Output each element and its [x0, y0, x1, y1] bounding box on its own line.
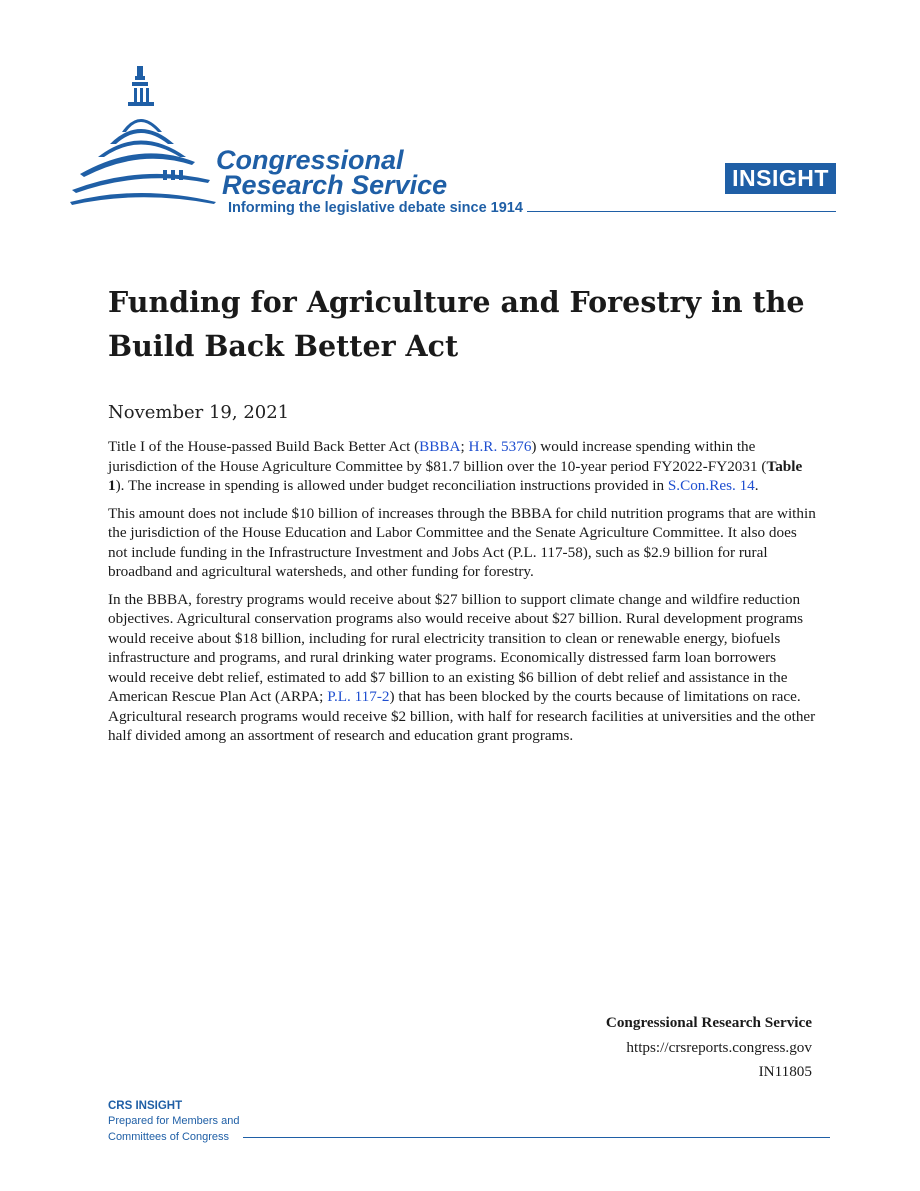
footer-rule	[243, 1137, 830, 1138]
article-body	[108, 437, 816, 754]
publication-date: November 19, 2021	[108, 402, 290, 423]
pl-117-2-link[interactable]: P.L. 117-2	[327, 688, 390, 705]
p1-text-d: ). The increase in spending is allowed under budget reconciliation instructions provided in	[115, 477, 668, 494]
logo-line-congressional: Congressional	[216, 145, 404, 175]
hr-5376-link[interactable]: H.R. 5376	[468, 438, 532, 455]
table-1-ref: Table 1	[108, 457, 803, 494]
page-title: Funding for Agriculture and Forestry in the Build Back Better Act	[108, 285, 805, 363]
logo-rule	[527, 211, 836, 212]
prepared-for-line-1: Prepared for Members and	[108, 1115, 240, 1127]
p1-text-c: ) would increase spending within the jurisdiction of the House Agriculture Committee by $81.7 billion over the 10-year period FY2022-FY2031 (	[108, 438, 767, 475]
p3-text-a: In the BBBA, forestry programs would receive about $27 billion to support climate change and wildfire reduction objectives. Agricultural conservation programs also would receive about $27 billion. Rural development programs would receive about $18 billion, including for rural electricity transition to clean or renewable energy, biofuels infrastructure and programs, and rural drinking water programs. Economically distressed farm loan borrowers would receive debt relief, estimated to add $7 billion to an existing $6 billion of debt relief and assistance in the American Rescue Plan Act (ARPA;	[108, 590, 804, 705]
footer-org: Congressional Research Service	[605, 1014, 812, 1031]
insight-badge: INSIGHT	[725, 163, 836, 194]
bbba-link[interactable]: BBBA	[419, 438, 461, 455]
p1-text-b: ;	[460, 438, 469, 455]
p3-text-b: ) that has been blocked by the courts because of limitations on race. Agricultural research programs would receive $2 billion, with half for research facilities at universities and the other half divided among an assortment of research and education grant programs.	[108, 688, 816, 744]
logo-line-research-service: Research Service	[222, 170, 448, 200]
logo-tagline: Informing the legislative debate since 1914	[228, 200, 523, 216]
p1-text-e: .	[754, 477, 759, 494]
p1-text-a: Title I of the House-passed Build Back Better Act (	[108, 438, 420, 455]
crs-insight-label: CRS INSIGHT	[108, 1100, 183, 1112]
paragraph-3	[108, 590, 816, 746]
capitol-dome-icon	[70, 62, 220, 217]
paragraph-2: This amount does not include $10 billion of increases through the BBBA for child nutrition programs that are within the jurisdiction of the House Education and Labor Committee and the Senate Agriculture Committee. It also does not include funding in the Infrastructure Investment and Jobs Act (P.L. 117-58), such as $2.9 billion for rural broadband and agricultural watersheds, and other funding for forestry.	[108, 504, 816, 580]
s-con-res-14-link[interactable]: S.Con.Res. 14	[667, 477, 755, 494]
footer-url[interactable]: https://crsreports.congress.gov	[626, 1039, 812, 1056]
footer-report-id: IN11805	[758, 1063, 812, 1080]
paragraph-1	[108, 437, 816, 496]
prepared-for-line-2: Committees of Congress	[108, 1131, 230, 1143]
